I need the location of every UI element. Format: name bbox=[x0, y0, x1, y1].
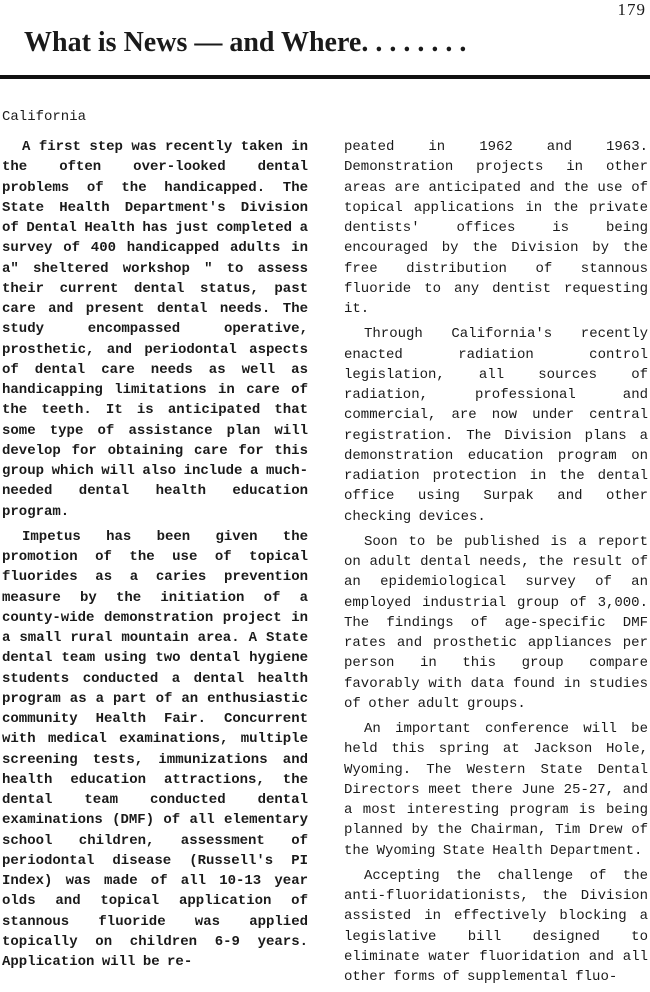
paragraph: A first step was recently taken in the often over-looked dental problems of the handicapped. The State Health Department's Division of Dental Health has just completed a survey of 400 handicapped adults in a" sheltered workshop " to assess their current dental status, past care and present dental needs. The study encompassed operative, prosthetic, and periodontal aspects of dental care needs as well as handicapping limitations in care of the teeth. It is anticipated that some type of assistance plan will develop for obtaining care for this group which will also include a much-needed dental health education program. bbox=[2, 139, 308, 520]
headline-rule bbox=[0, 75, 650, 79]
page-number: 179 bbox=[617, 0, 646, 19]
left-column bbox=[2, 137, 308, 977]
paragraph: An important conference will be held this spring at Jackson Hole, Wyoming. The Western State Dental Directors meet there June 25-27, and a most interesting program is being planned by the Chairman, Tim Drew of the Wyoming State Health Department. bbox=[344, 721, 648, 859]
paragraph: Through California's recently enacted radiation control legislation, all sources of radiation, professional and commercial, are now under central registration. The Division plans a demonstration education program on radiation protection in the dental office using Surpak and other checking devices. bbox=[344, 326, 648, 525]
paragraph: peated in 1962 and 1963. Demonstration projects in other areas are anticipated and the use of topical applications in the private dentists' offices is being encouraged by the Division by the free distribution of stannous fluoride to any dentist requesting it. bbox=[344, 139, 648, 317]
paragraph: Soon to be published is a report on adult dental needs, the result of an epidemiological survey of an employed industrial group of 3,000. The findings of age-specific DMF rates and prosthetic appliances per person in this group compare favorably with data found in studies of other adult groups. bbox=[344, 533, 648, 712]
right-column bbox=[344, 137, 648, 992]
headline: What is News — and Where. . . . . . . . bbox=[24, 27, 467, 58]
section-heading: California bbox=[2, 109, 87, 125]
paragraph: Accepting the challenge of the anti-fluoridationists, the Division assisted in effectively blocking a legislative bill designed to eliminate water fluoridation and all other forms of supplemental fluo- bbox=[344, 867, 648, 985]
paragraph: Impetus has been given the promotion of the use of topical fluorides as a caries prevention measure by the initiation of a county-wide demonstration project in a small rural mountain area. A State dental team using two dental hygiene students conducted a dental health program as a part of an enthusiastic community Health Fair. Concurrent with medical examinations, multiple screening tests, immunizations and health education attractions, the dental team conducted dental examinations (DMF) of all elementary school children, assessment of periodontal disease (Russell's PI Index) was made of all 10-13 year olds and topical application of stannous fluoride was applied topically on children 6-9 years. Application will be re- bbox=[2, 528, 308, 970]
